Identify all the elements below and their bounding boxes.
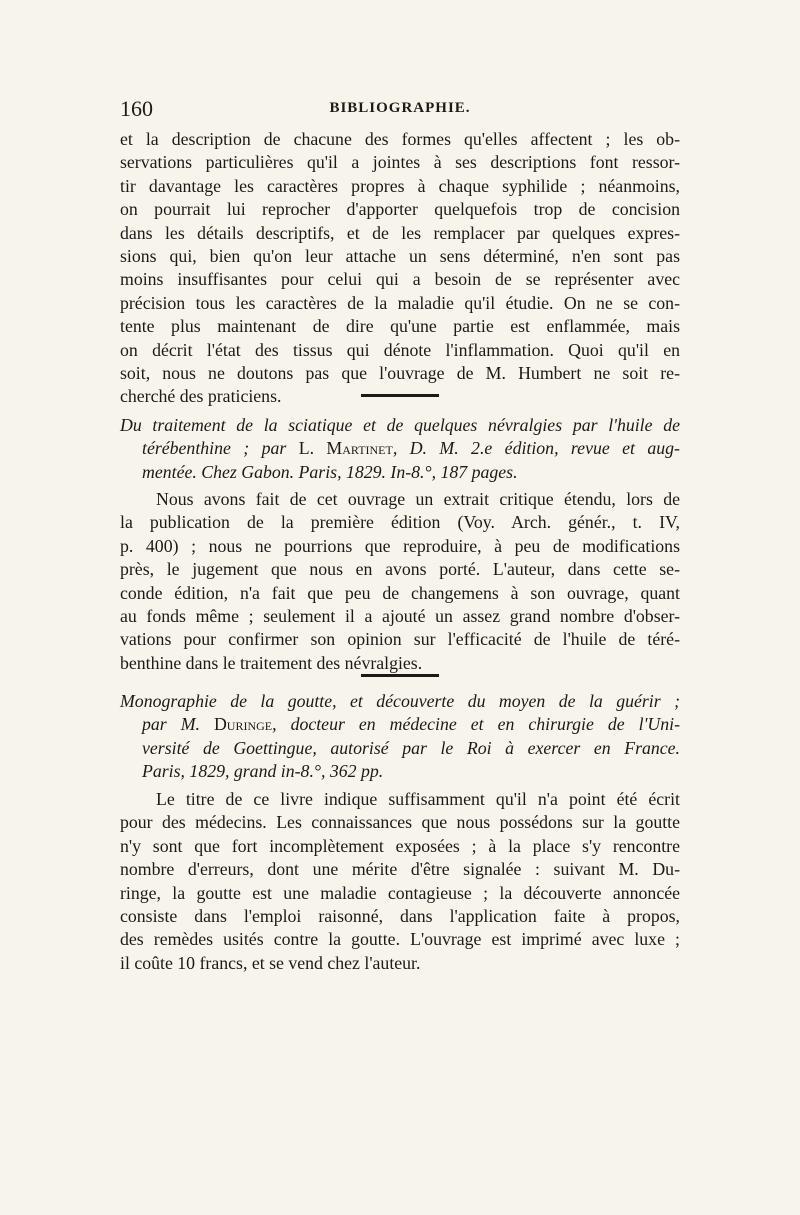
page-header xyxy=(120,96,680,120)
section-divider xyxy=(361,394,439,397)
citation-line: Du traitement de la sciatique et de quelques névralgies par l'huile de xyxy=(120,415,680,435)
author-name: Duringe xyxy=(213,714,273,735)
text-line: cherché des praticiens. xyxy=(120,386,282,407)
text-line: soit, nous ne doutons pas que l'ouvrage de M. Humbert ne soit re- xyxy=(120,362,680,383)
text-line: consiste dans l'emploi raisonné, dans l'application faite à propos, xyxy=(120,905,680,926)
text-line: Nous avons fait de cet ouvrage un extrait critique étendu, lors de xyxy=(156,489,680,509)
text-line: n'y sont que fort incomplètement exposées ; à la place s'y rencontre xyxy=(120,835,680,856)
text-line: vations pour confirmer son opinion sur l'efficacité de l'huile de téré- xyxy=(120,629,680,650)
text-line: benthine dans le traitement des névralgies. xyxy=(120,652,423,673)
text-line: servations particulières qu'il a jointes à ses descriptions font ressor- xyxy=(120,152,680,173)
text-line: on décrit l'état des tissus qui dénote l'inflammation. Quoi qu'il en xyxy=(120,339,680,360)
text-line: pour des médecins. Les connaissances que nous possédons sur la goutte xyxy=(120,812,680,833)
text-line: ringe, la goutte est une maladie contagieuse ; la découverte annoncée xyxy=(120,882,680,903)
text-line: la publication de la première édition (Voy. Arch. génér., t. IV, xyxy=(120,512,680,533)
text-line: conde édition, n'a fait que peu de changemens à son ouvrage, quant xyxy=(120,582,680,603)
citation-text: térébenthine ; par xyxy=(142,438,299,459)
citation-text: , docteur en médecine et en chirurgie de l'Uni- xyxy=(272,714,680,735)
text-line: on pourrait lui reprocher d'apporter quelquefois trop de concision xyxy=(120,199,680,220)
section-divider xyxy=(361,674,439,677)
text-line: Le titre de ce livre indique suffisamment qu'il n'a point été écrit xyxy=(156,789,680,809)
citation-line xyxy=(120,713,680,736)
review-goutte xyxy=(120,788,680,975)
citation-line: mentée. Chez Gabon. Paris, 1829. In-8.°, 187 pages. xyxy=(142,461,518,482)
review-sciatique xyxy=(120,488,680,675)
intro-paragraph xyxy=(120,128,680,409)
author-name: L. Martinet xyxy=(298,438,393,459)
text-line: des remèdes usités contre la goutte. L'ouvrage est imprimé avec luxe ; xyxy=(120,929,680,950)
citation-line: Monographie de la goutte, et découverte du moyen de la guérir ; xyxy=(120,691,680,711)
citation-text: , D. M. 2.e édition, revue et aug- xyxy=(392,438,680,459)
page-number: 160 xyxy=(120,96,153,121)
text-line: sions qui, bien qu'on leur attache un sens déterminé, n'en sont pas xyxy=(120,245,680,266)
citation-goutte xyxy=(120,690,680,784)
text-line: moins insuffisantes pour celui qui a besoin de se représenter avec xyxy=(120,269,680,290)
text-line: et la description de chacune des formes qu'elles affectent ; les ob- xyxy=(120,129,680,149)
citation-text: par M. xyxy=(142,714,214,735)
text-line: nombre d'erreurs, dont une mérite d'être signalée : suivant M. Du- xyxy=(120,859,680,880)
running-title: BIBLIOGRAPHIE. xyxy=(329,100,471,116)
text-line: tente plus maintenant de dire qu'une partie est enflammée, mais xyxy=(120,316,680,337)
citation-sciatique xyxy=(120,414,680,484)
text-line: au fonds même ; seulement il a ajouté un assez grand nombre d'obser- xyxy=(120,605,680,626)
text-line: dans les détails descriptifs, et de les remplacer par quelques expres- xyxy=(120,222,680,243)
text-line: précision tous les caractères de la maladie qu'il étudie. On ne se con- xyxy=(120,292,680,313)
text-line: tir davantage les caractères propres à chaque syphilide ; néanmoins, xyxy=(120,175,680,196)
citation-line xyxy=(120,437,680,460)
citation-line: versité de Goettingue, autorisé par le Roi à exercer en France. xyxy=(142,737,680,758)
text-line: p. 400) ; nous ne pourrions que reproduire, à peu de modifications xyxy=(120,535,680,556)
text-line: il coûte 10 francs, et se vend chez l'auteur. xyxy=(120,952,421,973)
text-line: près, le jugement que nous en avons porté. L'auteur, dans cette se- xyxy=(120,559,680,580)
citation-line: Paris, 1829, grand in-8.°, 362 pp. xyxy=(142,761,384,782)
